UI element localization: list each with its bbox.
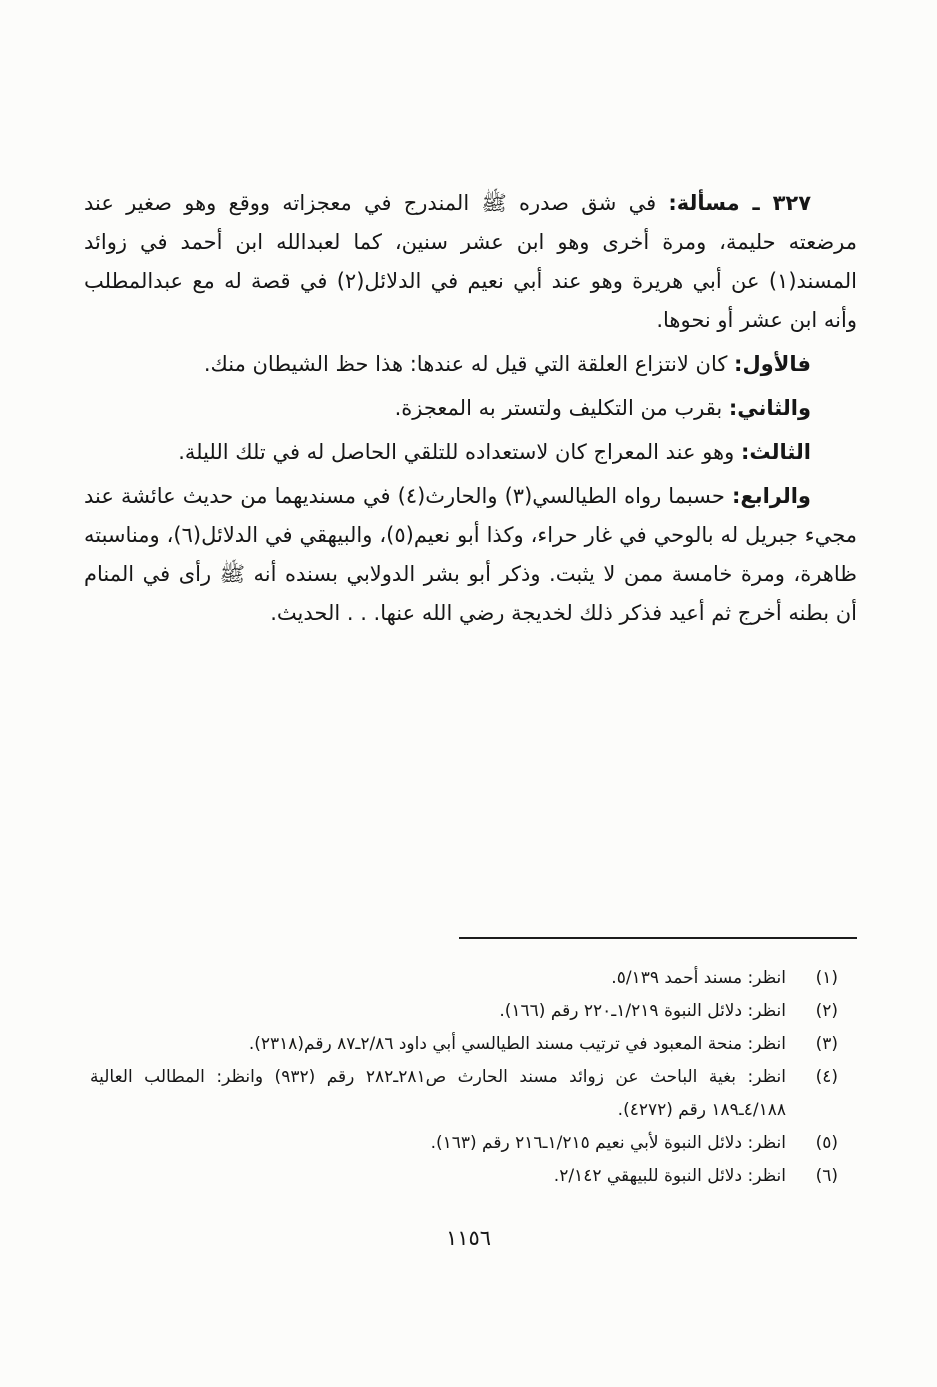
footnote-text: انظر: بغية الباحث عن زوائد مسند الحارث ص٢٨١ـ٢٨٢ رقم (٩٣٢) وانظر: المطالب العالية ٤/١٨٨ـ١٨٩ رقم (٤٢٧٢). <box>90 1067 786 1120</box>
footnote-text: انظر: مسند أحمد ٥/١٣٩. <box>611 968 786 988</box>
footnote-number: (٣) <box>815 1034 838 1054</box>
footnote-text: انظر: دلائل النبوة لأبي نعيم ١/٢١٥ـ٢١٦ رقم (١٦٣). <box>430 1133 786 1153</box>
footnote-separator <box>459 937 857 939</box>
paragraph-issue-327 <box>84 184 857 340</box>
footnote-number: (٤) <box>815 1067 838 1087</box>
paragraph-second-reason <box>84 389 857 428</box>
footnote-item <box>90 1061 838 1127</box>
footnote-text: انظر: منحة المعبود في ترتيب مسند الطيالسي أبي داود ٢/٨٦ـ٨٧ رقم(٢٣١٨). <box>248 1034 786 1054</box>
paragraph-text: حسبما رواه الطيالسي(٣) والحارث(٤) في مسنديهما من حديث عائشة عند مجيء جبريل له بالوحي في غار حراء، وكذا أبو نعيم(٥)، والبيهقي في الدلائل(٦)، ومناسبته ظاهرة، ومرة خامسة ممن لا يثبت. وذكر أبو بشر الدولابي بسنده أنه ﷺ رأى في المنام أن بطنه أخرج ثم أعيد فذكر ذلك لخديجة رضي الله عنها. . . الحديث. <box>84 484 857 625</box>
paragraph-text: في شق صدره ﷺ المندرج في معجزاته ووقع وهو صغير عند مرضعته حليمة، ومرة أخرى وهو ابن عشر سنين، كما لعبدالله ابن أحمد في زوائد المسند(١) عن أبي هريرة وهو عند أبي نعيم في الدلائل(٢) في قصة له مع عبدالمطلب وأنه ابن عشر أو نحوها. <box>84 191 857 332</box>
footnote-text: انظر: دلائل النبوة للبيهقي ٢/١٤٢. <box>553 1166 786 1186</box>
footnote-item <box>90 1028 838 1061</box>
page-number: ١١٥٦ <box>445 1226 492 1250</box>
footnotes <box>90 962 838 1193</box>
footnote-item <box>90 1127 838 1160</box>
body-text <box>84 184 857 633</box>
paragraph-lead: الثالث: <box>740 440 811 464</box>
paragraph-lead: فالأول: <box>734 352 811 376</box>
footnote-item <box>90 995 838 1028</box>
paragraph-lead: والرابع: <box>731 484 811 508</box>
paragraph-lead: ٣٢٧ ـ مسألة: <box>668 191 812 215</box>
paragraph-text: بقرب من التكليف ولتستر به المعجزة. <box>394 396 729 420</box>
footnote-number: (٦) <box>815 1166 838 1186</box>
paragraph-third-reason <box>84 433 857 472</box>
footnote-number: (١) <box>815 968 838 988</box>
paragraph-text: كان لانتزاع العلقة التي قيل له عندها: هذا حظ الشيطان منك. <box>203 352 735 376</box>
footnote-number: (٥) <box>815 1133 838 1153</box>
paragraph-fourth-reason <box>84 477 857 633</box>
paragraph-text: وهو عند المعراج كان لاستعداده للتلقي الحاصل له في تلك الليلة. <box>178 440 741 464</box>
footnote-item <box>90 1160 838 1193</box>
footnote-item <box>90 962 838 995</box>
paragraph-first-reason <box>84 345 857 384</box>
footnote-text: انظر: دلائل النبوة ١/٢١٩ـ٢٢٠ رقم (١٦٦). <box>499 1001 786 1021</box>
footnote-number: (٢) <box>815 1001 838 1021</box>
paragraph-lead: والثاني: <box>728 396 811 420</box>
